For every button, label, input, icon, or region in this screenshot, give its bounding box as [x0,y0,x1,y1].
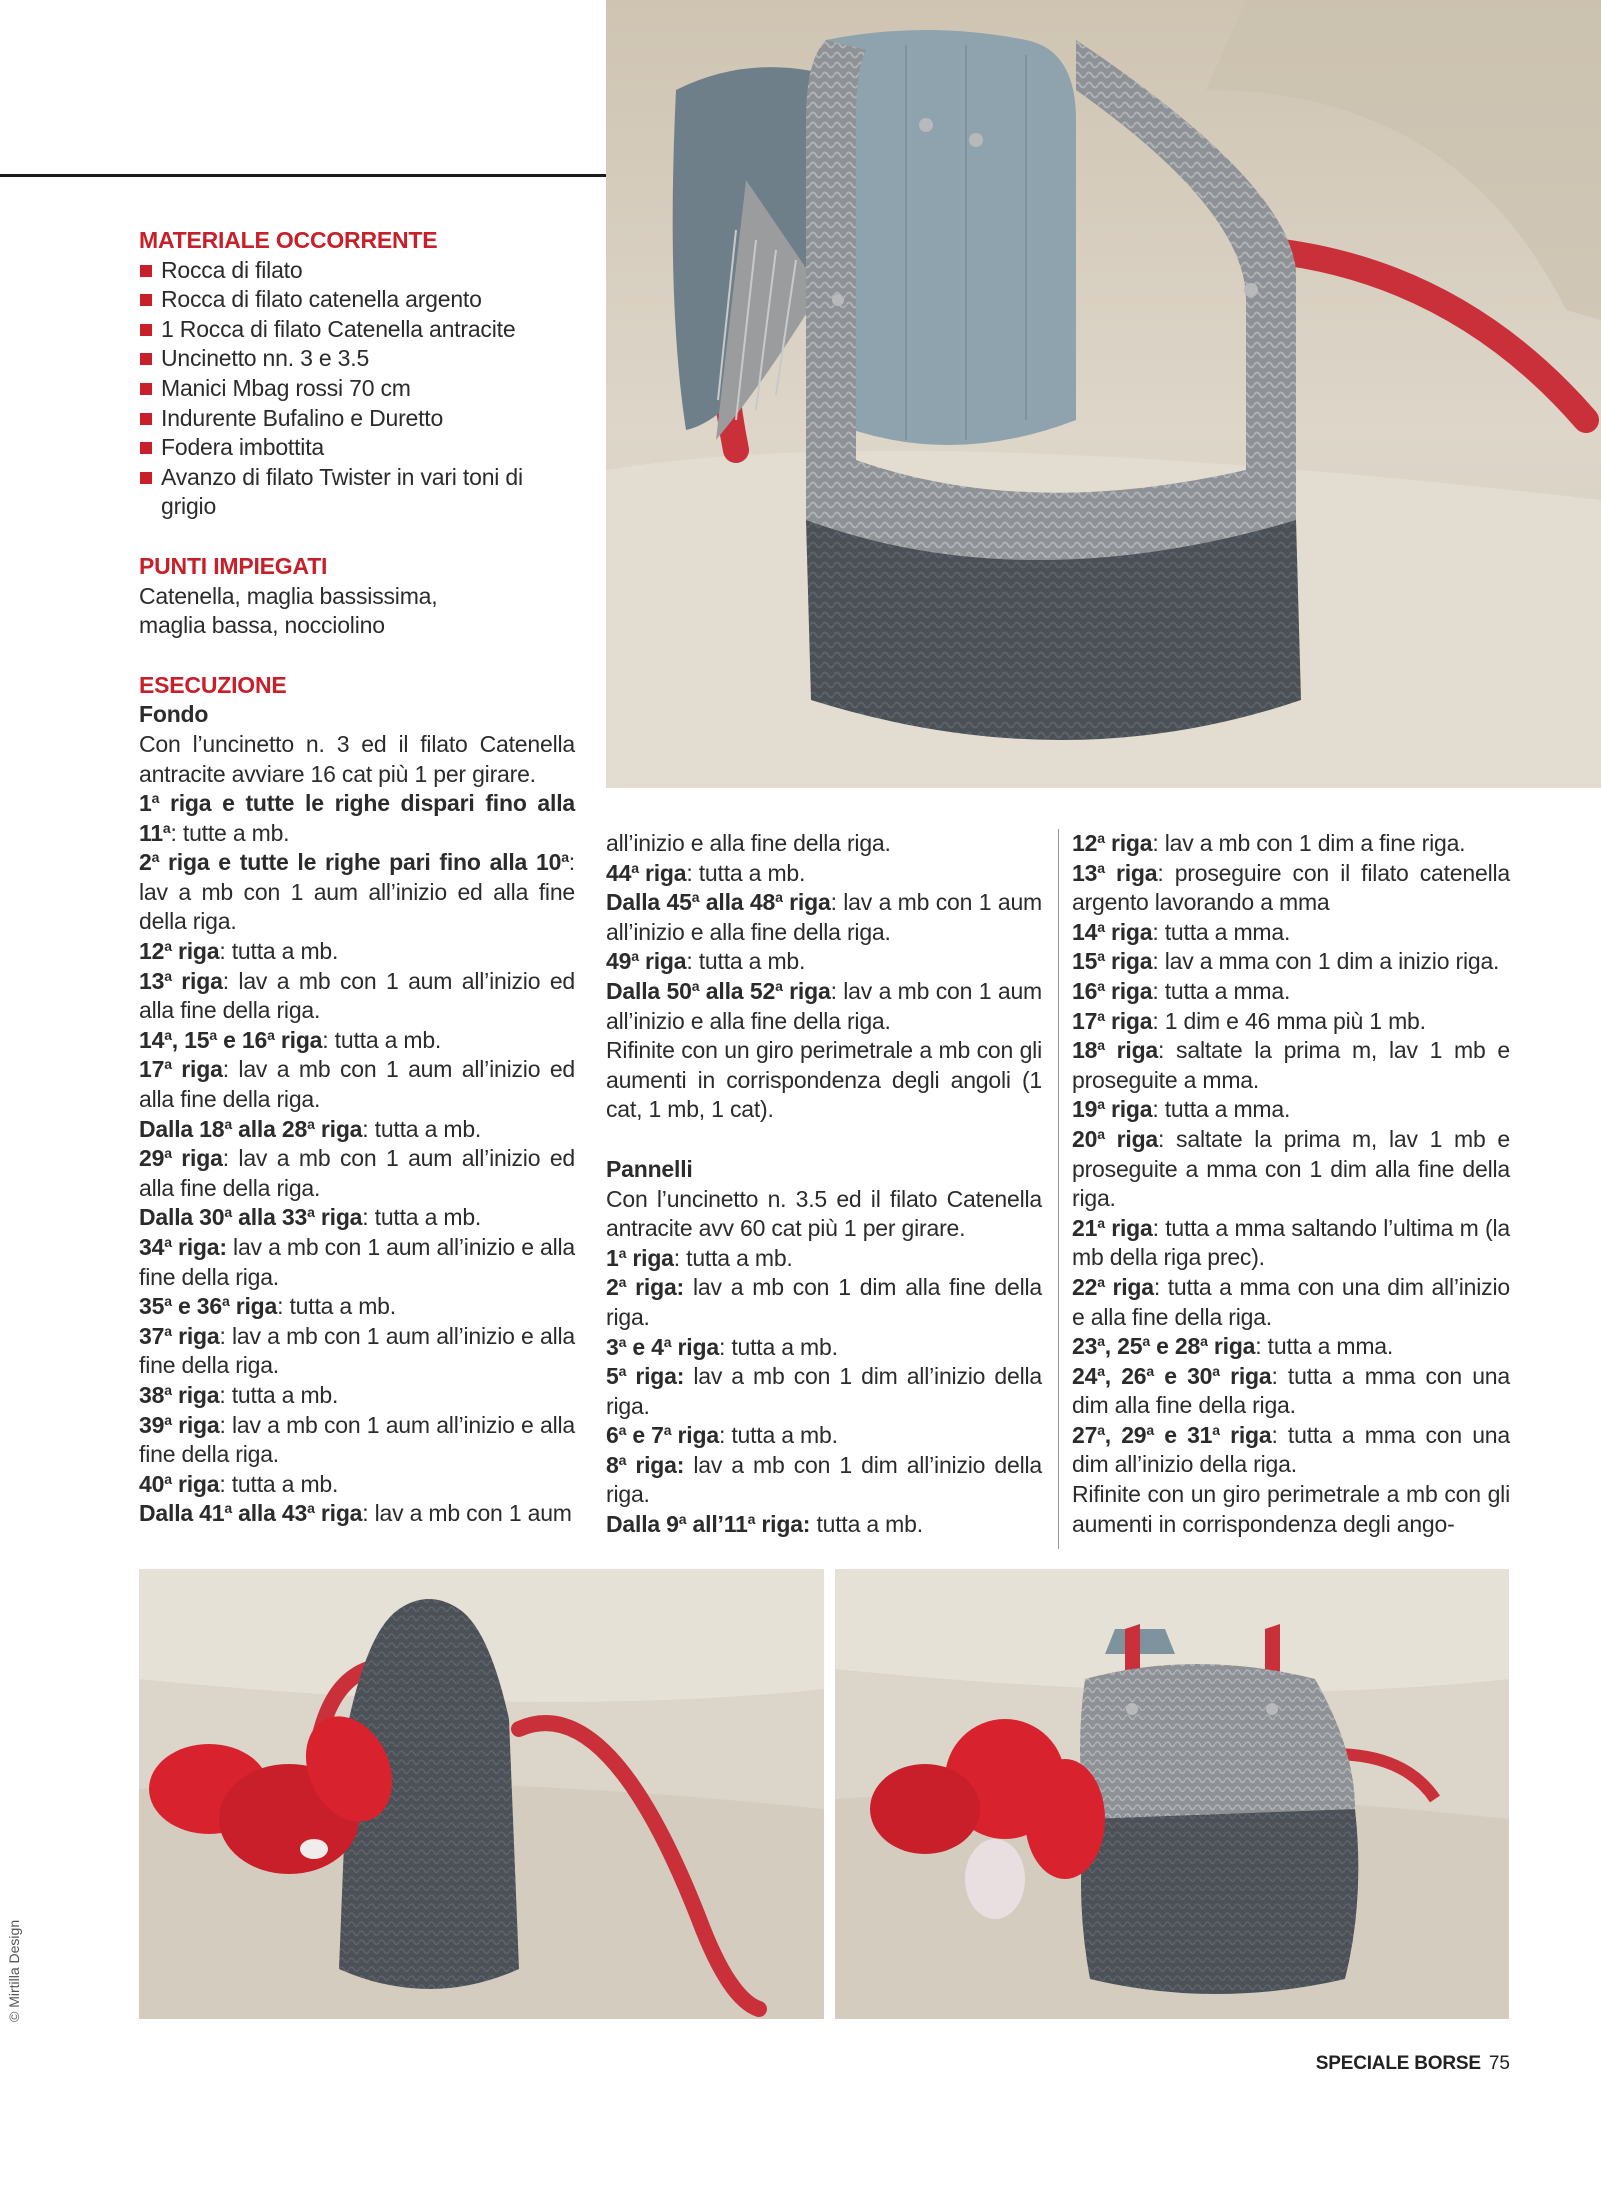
row-label: 1$^a$ riga [606,1244,674,1271]
row-label: 38$^a$ riga [139,1381,220,1408]
row-text: : lav a mb con 1 dim a fine riga. [1152,830,1466,856]
row-label: 8$^a$ riga: [606,1451,685,1478]
page-footer [1316,2053,1510,2075]
instruction-row [139,1470,575,1500]
pannelli-rows [606,1244,1042,1540]
instruction-row [139,1144,575,1203]
row-label: 12$^a$ riga [1072,830,1153,856]
row-label: 14$^a$ riga [1072,918,1153,945]
row-text: : lav a mb con 1 aum all’inizio e alla fine della riga. [606,977,1042,1034]
photo-bag-side-with-plush [139,1569,824,2019]
row-label: 35$^a$ e 36$^a$ riga [139,1293,278,1320]
instruction-row [139,1292,575,1322]
row-label: 3$^a$ e 4$^a$ riga [606,1333,719,1360]
instruction-row [1072,1007,1510,1037]
row-text: : tutta a mb. [718,1422,838,1449]
instruction-row [1072,1362,1510,1421]
instruction-row [139,1026,575,1056]
row-label: 2$^a$ riga e tutte le righe pari fino alla 10$^a$ [139,849,569,876]
row-text: lav a mb con 1 dim all’inizio della riga. [606,1363,1042,1419]
column-middle [606,829,1042,1540]
row-text: : tutta a mma con una dim all’inizio e alla fine della riga. [1072,1273,1510,1330]
column-separator [1058,829,1059,1549]
row-text: : saltate la prima m, lav 1 mb e proseguite a mma. [1072,1037,1510,1093]
instruction-row [139,937,575,967]
row-text: : lav a mb con 1 aum all’inizio ed alla fine della riga. [139,849,575,935]
row-label: 6$^a$ e 7$^a$ riga [606,1422,719,1449]
row-label: Dalla 45$^a$ alla 48$^a$ riga [606,889,831,916]
instruction-row [606,977,1042,1036]
instruction-row [606,947,1042,977]
row-text: : tutta a mma. [1152,977,1291,1004]
fondo-row-41-tail: all’inizio e alla fine della riga. [606,830,891,856]
material-item: Rocca di filato catenella argento [139,285,575,315]
material-item: Uncinetto nn. 3 e 3.5 [139,344,575,374]
row-label: 16$^a$ riga [1072,977,1153,1004]
instruction-row [606,1333,1042,1363]
row-text: : tutta a mb. [718,1333,838,1360]
row-label: 39$^a$ riga [139,1411,220,1438]
row-text: : 1 dim e 46 mma più 1 mb. [1152,1007,1426,1034]
row-text: tutta a mb. [810,1511,923,1538]
row-text: : tutta a mb. [673,1244,793,1271]
row-text: : lav a mb con 1 aum all’inizio ed alla fine della riga. [139,967,575,1024]
row-text: : saltate la prima m, lav 1 mb e proseguite a mma con 1 dim alla fine della riga. [1072,1125,1510,1212]
instruction-row [1072,977,1510,1007]
row-label: 13$^a$ riga [1072,859,1158,886]
instruction-row [606,859,1042,889]
row-label: 37$^a$ riga [139,1322,220,1349]
row-text: : tutta a mb. [686,859,806,886]
row-label: Dalla 30$^a$ alla 33$^a$ riga [139,1204,363,1231]
row-text: : tutta a mma con una dim alla fine della riga. [1072,1362,1510,1419]
instruction-row [1072,829,1510,859]
material-item: Fodera imbottita [139,433,575,463]
row-text: : tutta a mb. [219,1470,339,1497]
pannelli-rows-continued [1072,829,1510,1480]
row-label: Dalla 18$^a$ alla 28$^a$ riga [139,1115,363,1142]
row-label: 44$^a$ riga [606,859,687,886]
instruction-row [1072,1214,1510,1273]
instruction-row [1072,1421,1510,1480]
row-label: 27$^a$, 29$^a$ e 31$^a$ riga [1072,1421,1272,1448]
materials-heading: MATERIALE OCCORRENTE [139,227,438,253]
instruction-row [139,1499,575,1529]
magazine-name: SPECIALE BORSE [1315,2053,1481,2074]
row-label: 23$^a$, 25$^a$ e 28$^a$ riga [1072,1333,1256,1360]
stitches-text: Catenella, maglia bassissima, maglia bassa, nocciolino [139,582,438,639]
row-text: : tutta a mb. [277,1293,396,1320]
fondo-rows-continued [606,859,1042,1037]
instruction-row [139,1055,575,1114]
row-label: 40$^a$ riga [139,1470,220,1497]
row-label: 18$^a$ riga [1072,1037,1159,1064]
row-text: : lav a mma con 1 dim a inizio riga. [1152,948,1500,975]
instruction-row [139,1233,575,1292]
instruction-row [139,848,575,937]
instruction-row [1072,947,1510,977]
fondo-rows [139,789,575,1529]
instruction-row [606,1244,1042,1274]
row-label: 12$^a$ riga [139,938,220,965]
row-text: : tutta a mb. [362,1204,482,1231]
materials-list [139,256,575,522]
page-number: 75 [1488,2053,1510,2074]
row-label: 34$^a$ riga: [139,1234,227,1260]
row-label: 19$^a$ riga [1072,1096,1153,1123]
instruction-row [139,1322,575,1381]
row-label: 20$^a$ riga [1072,1125,1159,1152]
row-text: : proseguire con il filato catenella argento lavorando a mma [1072,859,1510,916]
instruction-row [606,1510,1042,1540]
pannelli-finish: Rifinite con un giro perimetrale a mb con gli aumenti in corrispondenza degli ango- [1072,1481,1510,1537]
row-label: Dalla 50$^a$ alla 52$^a$ riga [606,977,831,1004]
row-text: : lav a mb con 1 aum all’inizio ed alla fine della riga. [139,1145,575,1201]
fondo-intro: Con l’uncinetto n. 3 ed il filato Catenella antracite avviare 16 cat più 1 per girare. [139,730,575,787]
material-item: Avanzo di filato Twister in vari toni di grigio [139,463,575,522]
row-text: lav a mb con 1 aum all’inizio e alla fine della riga. [139,1234,576,1290]
row-label: 17$^a$ riga [1072,1007,1153,1034]
instruction-row [606,888,1042,947]
instruction-row [1072,1332,1510,1362]
instruction-row [1072,918,1510,948]
pannelli-intro: Con l’uncinetto n. 3.5 ed il filato Catenella antracite avv 60 cat più 1 per girare. [606,1185,1042,1242]
row-label: 15$^a$ riga [1072,948,1153,975]
instruction-row [1072,1125,1510,1214]
row-text: : tutta a mma con una dim all’inizio della riga. [1072,1421,1510,1478]
instruction-row [139,967,575,1026]
instruction-row [1072,859,1510,918]
instruction-row [139,1411,575,1470]
row-text: lav a mb con 1 dim all’inizio della riga. [606,1451,1042,1508]
instruction-row [139,1115,575,1145]
photo-dog-carrier [606,0,1601,788]
row-label: 29$^a$ riga [139,1145,223,1172]
material-item: Manici Mbag rossi 70 cm [139,374,575,404]
instruction-row [606,1451,1042,1510]
row-label: 17$^a$ riga [139,1056,223,1083]
row-text: : tutta a mb. [219,1381,339,1408]
column-left [139,226,575,1529]
row-label: 49$^a$ riga [606,948,687,975]
fondo-finish: Rifinite con un giro perimetrale a mb con gli aumenti in corrispondenza degli angoli (1 cat, 1 mb, 1 cat). [606,1037,1042,1123]
instruction-row [1072,1036,1510,1095]
instruction-row [139,789,575,848]
photo-bag-front-with-plush [835,1569,1509,2019]
top-rule [0,174,606,177]
row-text: : tutta a mma. [1152,918,1291,945]
row-text: : tutte a mb. [170,819,290,846]
pannelli-title: Pannelli [606,1155,693,1182]
row-label: Dalla 41$^a$ alla 43$^a$ riga [139,1500,363,1527]
row-text: : lav a mb con 1 aum all’inizio ed alla fine della riga. [139,1056,575,1113]
instruction-row [606,1273,1042,1332]
row-text: : tutta a mb. [322,1026,442,1053]
row-text: : lav a mb con 1 aum [362,1500,572,1527]
row-label: 2$^a$ riga: [606,1274,684,1301]
row-text: : tutta a mb. [219,938,339,965]
stitches-heading: PUNTI IMPIEGATI [139,552,328,579]
material-item: Indurente Bufalino e Duretto [139,404,575,434]
row-text: lav a mb con 1 dim alla fine della riga. [606,1274,1043,1330]
fondo-title: Fondo [139,701,209,728]
fondo-continuation [606,829,1042,859]
row-label: 24$^a$, 26$^a$ e 30$^a$ riga [1072,1362,1272,1389]
instruction-row [139,1203,575,1233]
photo-credit: © Mirtilla Design [6,1919,22,2022]
material-item: Rocca di filato [139,256,575,286]
row-label: 22$^a$ riga [1072,1273,1154,1300]
row-label: 1$^a$ riga e tutte le righe dispari fino alla 11$^a$ [139,790,575,846]
row-text: : tutta a mma. [1255,1333,1394,1360]
instruction-row [606,1362,1042,1421]
row-label: 5$^a$ riga: [606,1363,685,1390]
instruction-row [1072,1095,1510,1125]
material-item: 1 Rocca di filato Catenella antracite [139,315,575,345]
row-text: : lav a mb con 1 aum all’inizio e alla fine della riga. [139,1411,575,1468]
row-label: 13$^a$ riga [139,967,223,994]
row-label: Dalla 9$^a$ all’11$^a$ riga: [606,1511,811,1538]
row-label: 21$^a$ riga [1072,1214,1153,1241]
execution-heading: ESECUZIONE [139,671,287,698]
column-right [1072,829,1510,1539]
row-text: : tutta a mma saltando l’ultima m (la mb della riga prec). [1072,1214,1510,1271]
row-text: : tutta a mb. [362,1115,482,1142]
row-text: : tutta a mma. [1152,1096,1291,1123]
instruction-row [606,1421,1042,1451]
row-text: : lav a mb con 1 aum all’inizio e alla fine della riga. [139,1322,575,1379]
row-text: : lav a mb con 1 aum all’inizio e alla fine della riga. [606,889,1042,945]
instruction-row [139,1381,575,1411]
instruction-row [1072,1273,1510,1332]
row-label: 14$^a$, 15$^a$ e 16$^a$ riga [139,1026,323,1053]
row-text: : tutta a mb. [686,948,806,975]
